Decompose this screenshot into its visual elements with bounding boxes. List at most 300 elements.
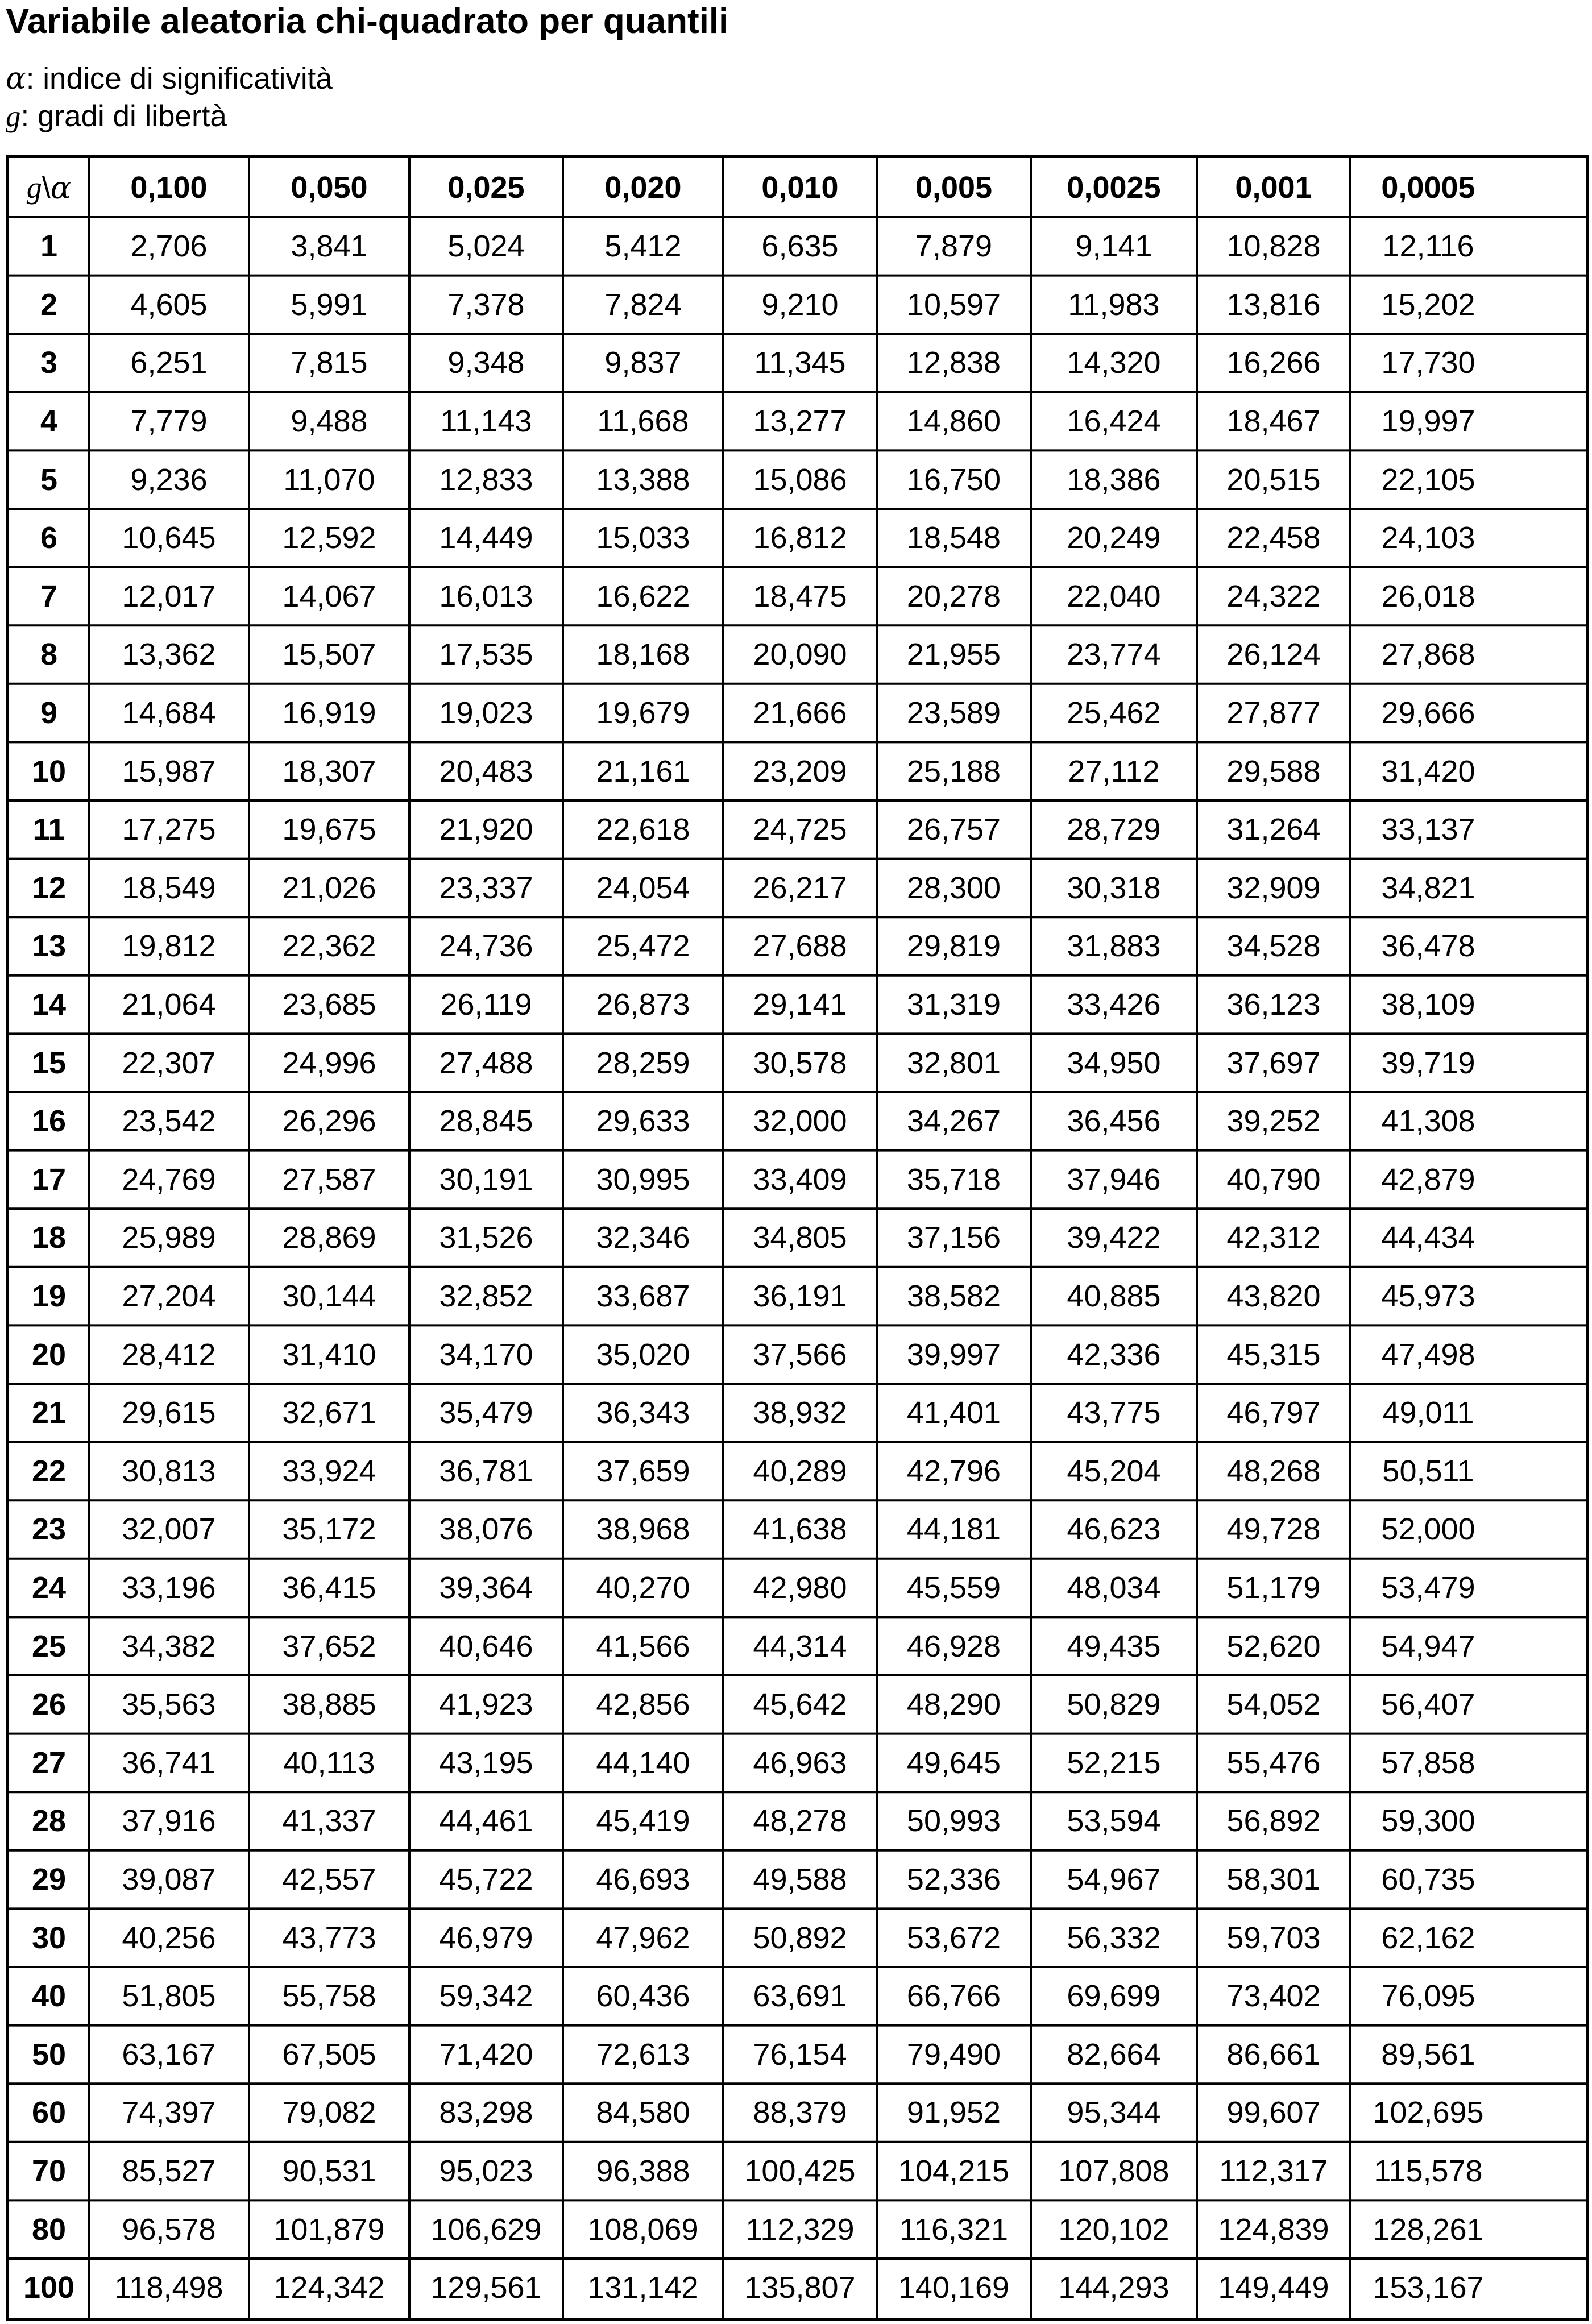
table-cell: 14,320 — [1067, 346, 1161, 380]
table-cell: 56,892 — [1226, 1804, 1321, 1839]
row-header: 5 — [40, 462, 58, 497]
table-cell: 52,000 — [1381, 1512, 1475, 1547]
table-cell: 53,594 — [1067, 1804, 1161, 1839]
row-header: 60 — [31, 2095, 67, 2130]
table-cell: 26,124 — [1226, 637, 1321, 672]
table-cell: 39,719 — [1381, 1045, 1475, 1080]
table-cell: 9,210 — [761, 287, 839, 322]
table-cell: 30,813 — [122, 1454, 216, 1488]
table-cell: 26,873 — [596, 987, 690, 1022]
column-header: 0,0025 — [1067, 171, 1161, 205]
table-cell: 16,812 — [753, 521, 847, 555]
table-cell: 27,587 — [282, 1162, 376, 1197]
row-header: 17 — [31, 1162, 67, 1197]
table-cell: 43,195 — [439, 1745, 533, 1780]
table-cell: 33,687 — [596, 1279, 690, 1314]
table-cell: 28,869 — [282, 1221, 376, 1255]
table-cell: 41,401 — [906, 1396, 1001, 1430]
table-cell: 38,109 — [1381, 987, 1475, 1022]
row-header: 3 — [40, 346, 58, 380]
table-cell: 23,209 — [753, 754, 847, 789]
table-cell: 39,364 — [439, 1571, 533, 1605]
table-cell: 6,251 — [130, 346, 208, 380]
table-cell: 45,722 — [439, 1862, 533, 1897]
table-cell: 55,476 — [1226, 1745, 1321, 1780]
table-cell: 7,378 — [447, 287, 525, 322]
table-cell: 106,629 — [430, 2212, 542, 2247]
table-cell: 21,026 — [282, 870, 376, 905]
table-cell: 16,622 — [596, 579, 690, 613]
column-header: 0,001 — [1235, 171, 1312, 205]
table-cell: 43,775 — [1067, 1396, 1161, 1430]
table-cell: 46,963 — [753, 1745, 847, 1780]
table-cell: 43,773 — [282, 1920, 376, 1955]
column-header: 0,005 — [915, 171, 993, 205]
table-cell: 36,191 — [753, 1279, 847, 1314]
table-cell: 118,498 — [114, 2271, 223, 2305]
table-cell: 18,475 — [753, 579, 847, 613]
table-cell: 16,424 — [1067, 404, 1161, 439]
table-cell: 55,758 — [282, 1979, 376, 2014]
table-cell: 24,996 — [282, 1045, 376, 1080]
table-cell: 35,172 — [282, 1512, 376, 1547]
table-cell: 32,346 — [596, 1221, 690, 1255]
table-cell: 15,202 — [1381, 287, 1475, 322]
table-cell: 30,995 — [596, 1162, 690, 1197]
table-cell: 39,997 — [906, 1337, 1001, 1372]
legend-g — [6, 98, 333, 135]
row-header: 18 — [31, 1221, 67, 1255]
table-cell: 18,168 — [596, 637, 690, 672]
table-cell: 39,422 — [1067, 1221, 1161, 1255]
row-header: 12 — [31, 870, 67, 905]
column-header: 0,100 — [130, 171, 208, 205]
table-cell: 19,675 — [282, 812, 376, 847]
table-cell: 49,728 — [1226, 1512, 1321, 1547]
table-cell: 31,526 — [439, 1221, 533, 1255]
table-cell: 22,040 — [1067, 579, 1161, 613]
table-cell: 42,856 — [596, 1687, 690, 1722]
table-cell: 52,336 — [906, 1862, 1001, 1897]
table-cell: 37,659 — [596, 1454, 690, 1488]
table-cell: 15,033 — [596, 521, 690, 555]
table-cell: 38,885 — [282, 1687, 376, 1722]
table-cell: 44,181 — [906, 1512, 1001, 1547]
row-header: 24 — [31, 1571, 67, 1605]
table-cell: 25,472 — [596, 929, 690, 964]
table-cell: 9,348 — [447, 346, 525, 380]
table-cell: 85,527 — [122, 2154, 216, 2189]
table-cell: 37,566 — [753, 1337, 847, 1372]
table-cell: 19,023 — [439, 696, 533, 731]
table-cell: 12,017 — [122, 579, 216, 613]
row-header: 30 — [31, 1920, 67, 1955]
chi-square-table — [6, 155, 1589, 2321]
table-cell: 13,388 — [596, 462, 690, 497]
table-cell: 90,531 — [282, 2154, 376, 2189]
table-cell: 15,086 — [753, 462, 847, 497]
table-cell: 52,620 — [1226, 1629, 1321, 1663]
table-cell: 34,267 — [906, 1104, 1001, 1139]
corner-separator: \ — [42, 171, 51, 205]
table-cell: 36,741 — [122, 1745, 216, 1780]
table-cell: 140,169 — [898, 2271, 1010, 2305]
table-cell: 50,892 — [753, 1920, 847, 1955]
table-cell: 41,566 — [596, 1629, 690, 1663]
table-cell: 14,067 — [282, 579, 376, 613]
table-cell: 149,449 — [1218, 2271, 1329, 2305]
table-cell: 58,301 — [1226, 1862, 1321, 1897]
table-cell: 29,588 — [1226, 754, 1321, 789]
table-cell: 36,478 — [1381, 929, 1475, 964]
table-cell: 26,757 — [906, 812, 1001, 847]
table-cell: 7,879 — [915, 229, 993, 264]
table-cell: 34,170 — [439, 1337, 533, 1372]
table-cell: 33,924 — [282, 1454, 376, 1488]
table-cell: 27,112 — [1068, 754, 1160, 789]
table-cell: 37,946 — [1067, 1162, 1161, 1197]
table-cell: 9,488 — [291, 404, 368, 439]
table-cell: 112,329 — [745, 2212, 855, 2247]
row-header: 7 — [40, 579, 58, 613]
table-cell: 17,275 — [122, 812, 216, 847]
table-cell: 34,821 — [1381, 870, 1475, 905]
table-cell: 16,750 — [906, 462, 1001, 497]
table-cell: 23,542 — [122, 1104, 216, 1139]
table-cell: 14,860 — [906, 404, 1001, 439]
row-header: 23 — [31, 1512, 67, 1547]
legend-alpha — [6, 60, 333, 98]
table-cell: 42,336 — [1067, 1337, 1161, 1372]
table-cell: 19,997 — [1381, 404, 1475, 439]
table-cell: 44,140 — [596, 1745, 690, 1780]
table-cell: 79,082 — [282, 2095, 376, 2130]
table-cell: 33,137 — [1381, 812, 1475, 847]
row-header: 11 — [32, 812, 65, 847]
table-cell: 28,729 — [1067, 812, 1161, 847]
table-cell: 31,883 — [1067, 929, 1161, 964]
table-cell: 14,449 — [439, 521, 533, 555]
table-cell: 84,580 — [596, 2095, 690, 2130]
table-cell: 50,511 — [1382, 1454, 1474, 1488]
table-cell: 76,154 — [753, 2037, 847, 2072]
table-cell: 17,535 — [439, 637, 533, 672]
table-cell: 23,589 — [906, 696, 1001, 731]
table-cell: 38,932 — [753, 1396, 847, 1430]
table-cell: 131,142 — [587, 2271, 699, 2305]
table-cell: 44,314 — [753, 1629, 847, 1663]
table-cell: 24,769 — [122, 1162, 216, 1197]
row-header: 20 — [31, 1337, 67, 1372]
table-cell: 48,268 — [1226, 1454, 1321, 1488]
table-cell: 32,909 — [1226, 870, 1321, 905]
table-cells — [9, 158, 1586, 2318]
table-cell: 66,766 — [906, 1979, 1001, 2014]
table-cell: 120,102 — [1058, 2212, 1170, 2247]
table-cell: 14,684 — [122, 696, 216, 731]
table-cell: 19,679 — [596, 696, 690, 731]
table-cell: 7,815 — [291, 346, 368, 380]
g-symbol: g — [6, 100, 21, 133]
row-header: 13 — [31, 929, 67, 964]
table-cell: 13,362 — [122, 637, 216, 672]
table-cell: 9,141 — [1075, 229, 1152, 264]
table-cell: 23,337 — [439, 870, 533, 905]
table-cell: 16,266 — [1226, 346, 1321, 380]
table-cell: 22,618 — [596, 812, 690, 847]
table-cell: 62,162 — [1381, 1920, 1475, 1955]
table-cell: 96,388 — [596, 2154, 690, 2189]
table-cell: 86,661 — [1226, 2037, 1321, 2072]
table-cell: 12,838 — [906, 346, 1001, 380]
table-cell: 12,592 — [282, 521, 376, 555]
table-cell: 11,143 — [440, 404, 532, 439]
table-cell: 41,638 — [753, 1512, 847, 1547]
table-cell: 74,397 — [122, 2095, 216, 2130]
table-cell: 10,828 — [1226, 229, 1321, 264]
table-cell: 15,507 — [282, 637, 376, 672]
table-cell: 40,790 — [1226, 1162, 1321, 1197]
row-header: 80 — [31, 2212, 67, 2247]
table-cell: 21,920 — [439, 812, 533, 847]
table-cell: 5,412 — [604, 229, 682, 264]
column-header: 0,020 — [604, 171, 682, 205]
table-cell: 27,204 — [122, 1279, 216, 1314]
table-cell: 11,983 — [1068, 287, 1160, 322]
table-cell: 42,879 — [1381, 1162, 1475, 1197]
table-cell: 46,797 — [1226, 1396, 1321, 1430]
table-cell: 20,515 — [1226, 462, 1321, 497]
table-cell: 36,415 — [282, 1571, 376, 1605]
table-cell: 116,321 — [899, 2212, 1009, 2247]
table-cell: 42,796 — [906, 1454, 1001, 1488]
table-cell: 18,549 — [122, 870, 216, 905]
table-cell: 5,991 — [291, 287, 368, 322]
table-cell: 144,293 — [1058, 2271, 1170, 2305]
table-cell: 27,868 — [1381, 637, 1475, 672]
table-cell: 45,642 — [753, 1687, 847, 1722]
table-cell: 95,344 — [1067, 2095, 1161, 2130]
table-cell: 27,877 — [1226, 696, 1321, 731]
table-cell: 124,342 — [273, 2271, 385, 2305]
table-cell: 37,156 — [906, 1221, 1001, 1255]
table-cell: 17,730 — [1381, 346, 1475, 380]
g-description: : gradi di libertà — [20, 99, 227, 133]
table-cell: 12,833 — [439, 462, 533, 497]
column-header: 0,0005 — [1381, 171, 1475, 205]
corner-g: g — [26, 171, 42, 205]
table-cell: 34,528 — [1226, 929, 1321, 964]
table-cell: 42,980 — [753, 1571, 847, 1605]
table-cell: 37,697 — [1226, 1045, 1321, 1080]
table-cell: 11,668 — [597, 404, 689, 439]
row-header: 29 — [31, 1862, 67, 1897]
corner-alpha: α — [50, 169, 72, 206]
table-cell: 40,646 — [439, 1629, 533, 1663]
table-cell: 59,342 — [439, 1979, 533, 2014]
table-cell: 29,819 — [906, 929, 1001, 964]
table-cell: 54,947 — [1381, 1629, 1475, 1663]
table-cell: 36,123 — [1226, 987, 1321, 1022]
table-cell: 47,962 — [596, 1920, 690, 1955]
table-cell: 26,119 — [440, 987, 532, 1022]
table-cell: 41,308 — [1381, 1104, 1475, 1139]
table-cell: 49,588 — [753, 1862, 847, 1897]
row-header: 9 — [40, 696, 58, 731]
table-cell: 24,054 — [596, 870, 690, 905]
row-header: 16 — [31, 1104, 67, 1139]
row-header: 27 — [31, 1745, 67, 1780]
table-cell: 28,845 — [439, 1104, 533, 1139]
table-cell: 108,069 — [587, 2212, 699, 2247]
table-cell: 18,386 — [1067, 462, 1161, 497]
table-cell: 53,672 — [906, 1920, 1001, 1955]
table-cell: 11,345 — [754, 346, 846, 380]
table-cell: 40,885 — [1067, 1279, 1161, 1314]
row-header: 21 — [31, 1396, 67, 1430]
table-cell: 76,095 — [1381, 1979, 1475, 2014]
row-header: 50 — [31, 2037, 67, 2072]
table-cell: 35,020 — [596, 1337, 690, 1372]
row-header: 2 — [40, 287, 58, 322]
table-cell: 47,498 — [1381, 1337, 1475, 1372]
table-cell: 31,319 — [906, 987, 1001, 1022]
table-cell: 33,409 — [753, 1162, 847, 1197]
table-cell: 124,839 — [1218, 2212, 1329, 2247]
table-cell: 21,666 — [753, 696, 847, 731]
table-cell: 15,987 — [122, 754, 216, 789]
table-cell: 96,578 — [122, 2212, 216, 2247]
table-cell: 42,312 — [1226, 1221, 1321, 1255]
row-header: 100 — [23, 2271, 75, 2305]
table-cell: 26,296 — [282, 1104, 376, 1139]
table-cell: 30,318 — [1067, 870, 1161, 905]
table-cell: 22,105 — [1381, 462, 1475, 497]
table-cell: 39,252 — [1226, 1104, 1321, 1139]
table-cell: 26,217 — [753, 870, 847, 905]
column-header: 0,010 — [761, 171, 839, 205]
table-cell: 20,278 — [906, 579, 1001, 613]
table-cell: 135,807 — [744, 2271, 856, 2305]
table-cell: 33,196 — [122, 1571, 216, 1605]
table-cell: 10,645 — [122, 521, 216, 555]
table-cell: 60,735 — [1381, 1862, 1475, 1897]
table-cell: 107,808 — [1058, 2154, 1170, 2189]
table-cell: 6,635 — [761, 229, 839, 264]
table-cell: 35,479 — [439, 1396, 533, 1430]
table-cell: 57,858 — [1381, 1745, 1475, 1780]
legend — [6, 60, 333, 135]
table-cell: 7,779 — [130, 404, 208, 439]
table-cell: 22,362 — [282, 929, 376, 964]
table-cell: 40,113 — [283, 1745, 375, 1780]
table-cell: 10,597 — [906, 287, 1001, 322]
table-cell: 39,087 — [122, 1862, 216, 1897]
table-cell: 31,264 — [1226, 812, 1321, 847]
table-cell: 49,645 — [906, 1745, 1001, 1780]
table-cell: 37,652 — [282, 1629, 376, 1663]
table-cell: 12,116 — [1382, 229, 1474, 264]
table-cell: 37,916 — [122, 1804, 216, 1839]
table-cell: 32,000 — [753, 1104, 847, 1139]
table-cell: 23,685 — [282, 987, 376, 1022]
table-cell: 30,144 — [282, 1279, 376, 1314]
table-cell: 104,215 — [898, 2154, 1010, 2189]
table-cell: 34,382 — [122, 1629, 216, 1663]
table-cell: 25,462 — [1067, 696, 1161, 731]
table-cell: 69,699 — [1067, 1979, 1161, 2014]
table-cell: 16,013 — [439, 579, 533, 613]
row-header: 25 — [31, 1629, 67, 1663]
row-header: 1 — [40, 229, 58, 264]
table-cell: 24,736 — [439, 929, 533, 964]
table-cell: 33,426 — [1067, 987, 1161, 1022]
row-header: 8 — [40, 637, 58, 672]
table-cell: 50,829 — [1067, 1687, 1161, 1722]
table-cell: 27,688 — [753, 929, 847, 964]
table-cell: 36,456 — [1067, 1104, 1161, 1139]
table-cell: 46,623 — [1067, 1512, 1161, 1547]
table-cell: 45,973 — [1381, 1279, 1475, 1314]
table-cell: 40,289 — [753, 1454, 847, 1488]
column-header: 0,025 — [447, 171, 525, 205]
table-cell: 44,434 — [1381, 1221, 1475, 1255]
table-cell: 53,479 — [1381, 1571, 1475, 1605]
table-cell: 46,979 — [439, 1920, 533, 1955]
table-cell: 51,805 — [122, 1979, 216, 2014]
table-cell: 20,249 — [1067, 521, 1161, 555]
table-cell: 128,261 — [1373, 2212, 1484, 2247]
table-cell: 32,801 — [906, 1045, 1001, 1080]
table-cell: 52,215 — [1067, 1745, 1161, 1780]
table-cell: 22,307 — [122, 1045, 216, 1080]
table-cell: 49,011 — [1382, 1396, 1474, 1430]
table-cell: 56,332 — [1067, 1920, 1161, 1955]
table-cell: 32,852 — [439, 1279, 533, 1314]
table-cell: 31,420 — [1381, 754, 1475, 789]
table-cell: 20,483 — [439, 754, 533, 789]
table-cell: 9,837 — [604, 346, 682, 380]
table-cell: 16,919 — [282, 696, 376, 731]
table-cell: 23,774 — [1067, 637, 1161, 672]
table-cell: 34,805 — [753, 1221, 847, 1255]
table-cell: 112,317 — [1219, 2154, 1328, 2189]
table-cell: 54,052 — [1226, 1687, 1321, 1722]
table-cell: 28,259 — [596, 1045, 690, 1080]
table-cell: 95,023 — [439, 2154, 533, 2189]
row-header: 22 — [31, 1454, 67, 1488]
table-cell: 36,781 — [439, 1454, 533, 1488]
table-cell: 36,343 — [596, 1396, 690, 1430]
table-cell: 50,993 — [906, 1804, 1001, 1839]
table-cell: 2,706 — [130, 229, 208, 264]
table-cell: 101,879 — [273, 2212, 385, 2247]
table-cell: 82,664 — [1067, 2037, 1161, 2072]
table-cell: 25,188 — [906, 754, 1001, 789]
corner-header — [9, 158, 89, 217]
table-cell: 60,436 — [596, 1979, 690, 2014]
table-cell: 20,090 — [753, 637, 847, 672]
table-cell: 31,410 — [282, 1337, 376, 1372]
table-cell: 3,841 — [291, 229, 368, 264]
table-cell: 30,578 — [753, 1045, 847, 1080]
table-cell: 153,167 — [1373, 2271, 1484, 2305]
table-cell: 63,691 — [753, 1979, 847, 2014]
page-title: Variabile aleatoria chi-quadrato per quantili — [6, 2, 729, 41]
alpha-description: : indice di significatività — [26, 62, 333, 96]
table-cell: 67,505 — [282, 2037, 376, 2072]
table-cell: 129,561 — [430, 2271, 542, 2305]
